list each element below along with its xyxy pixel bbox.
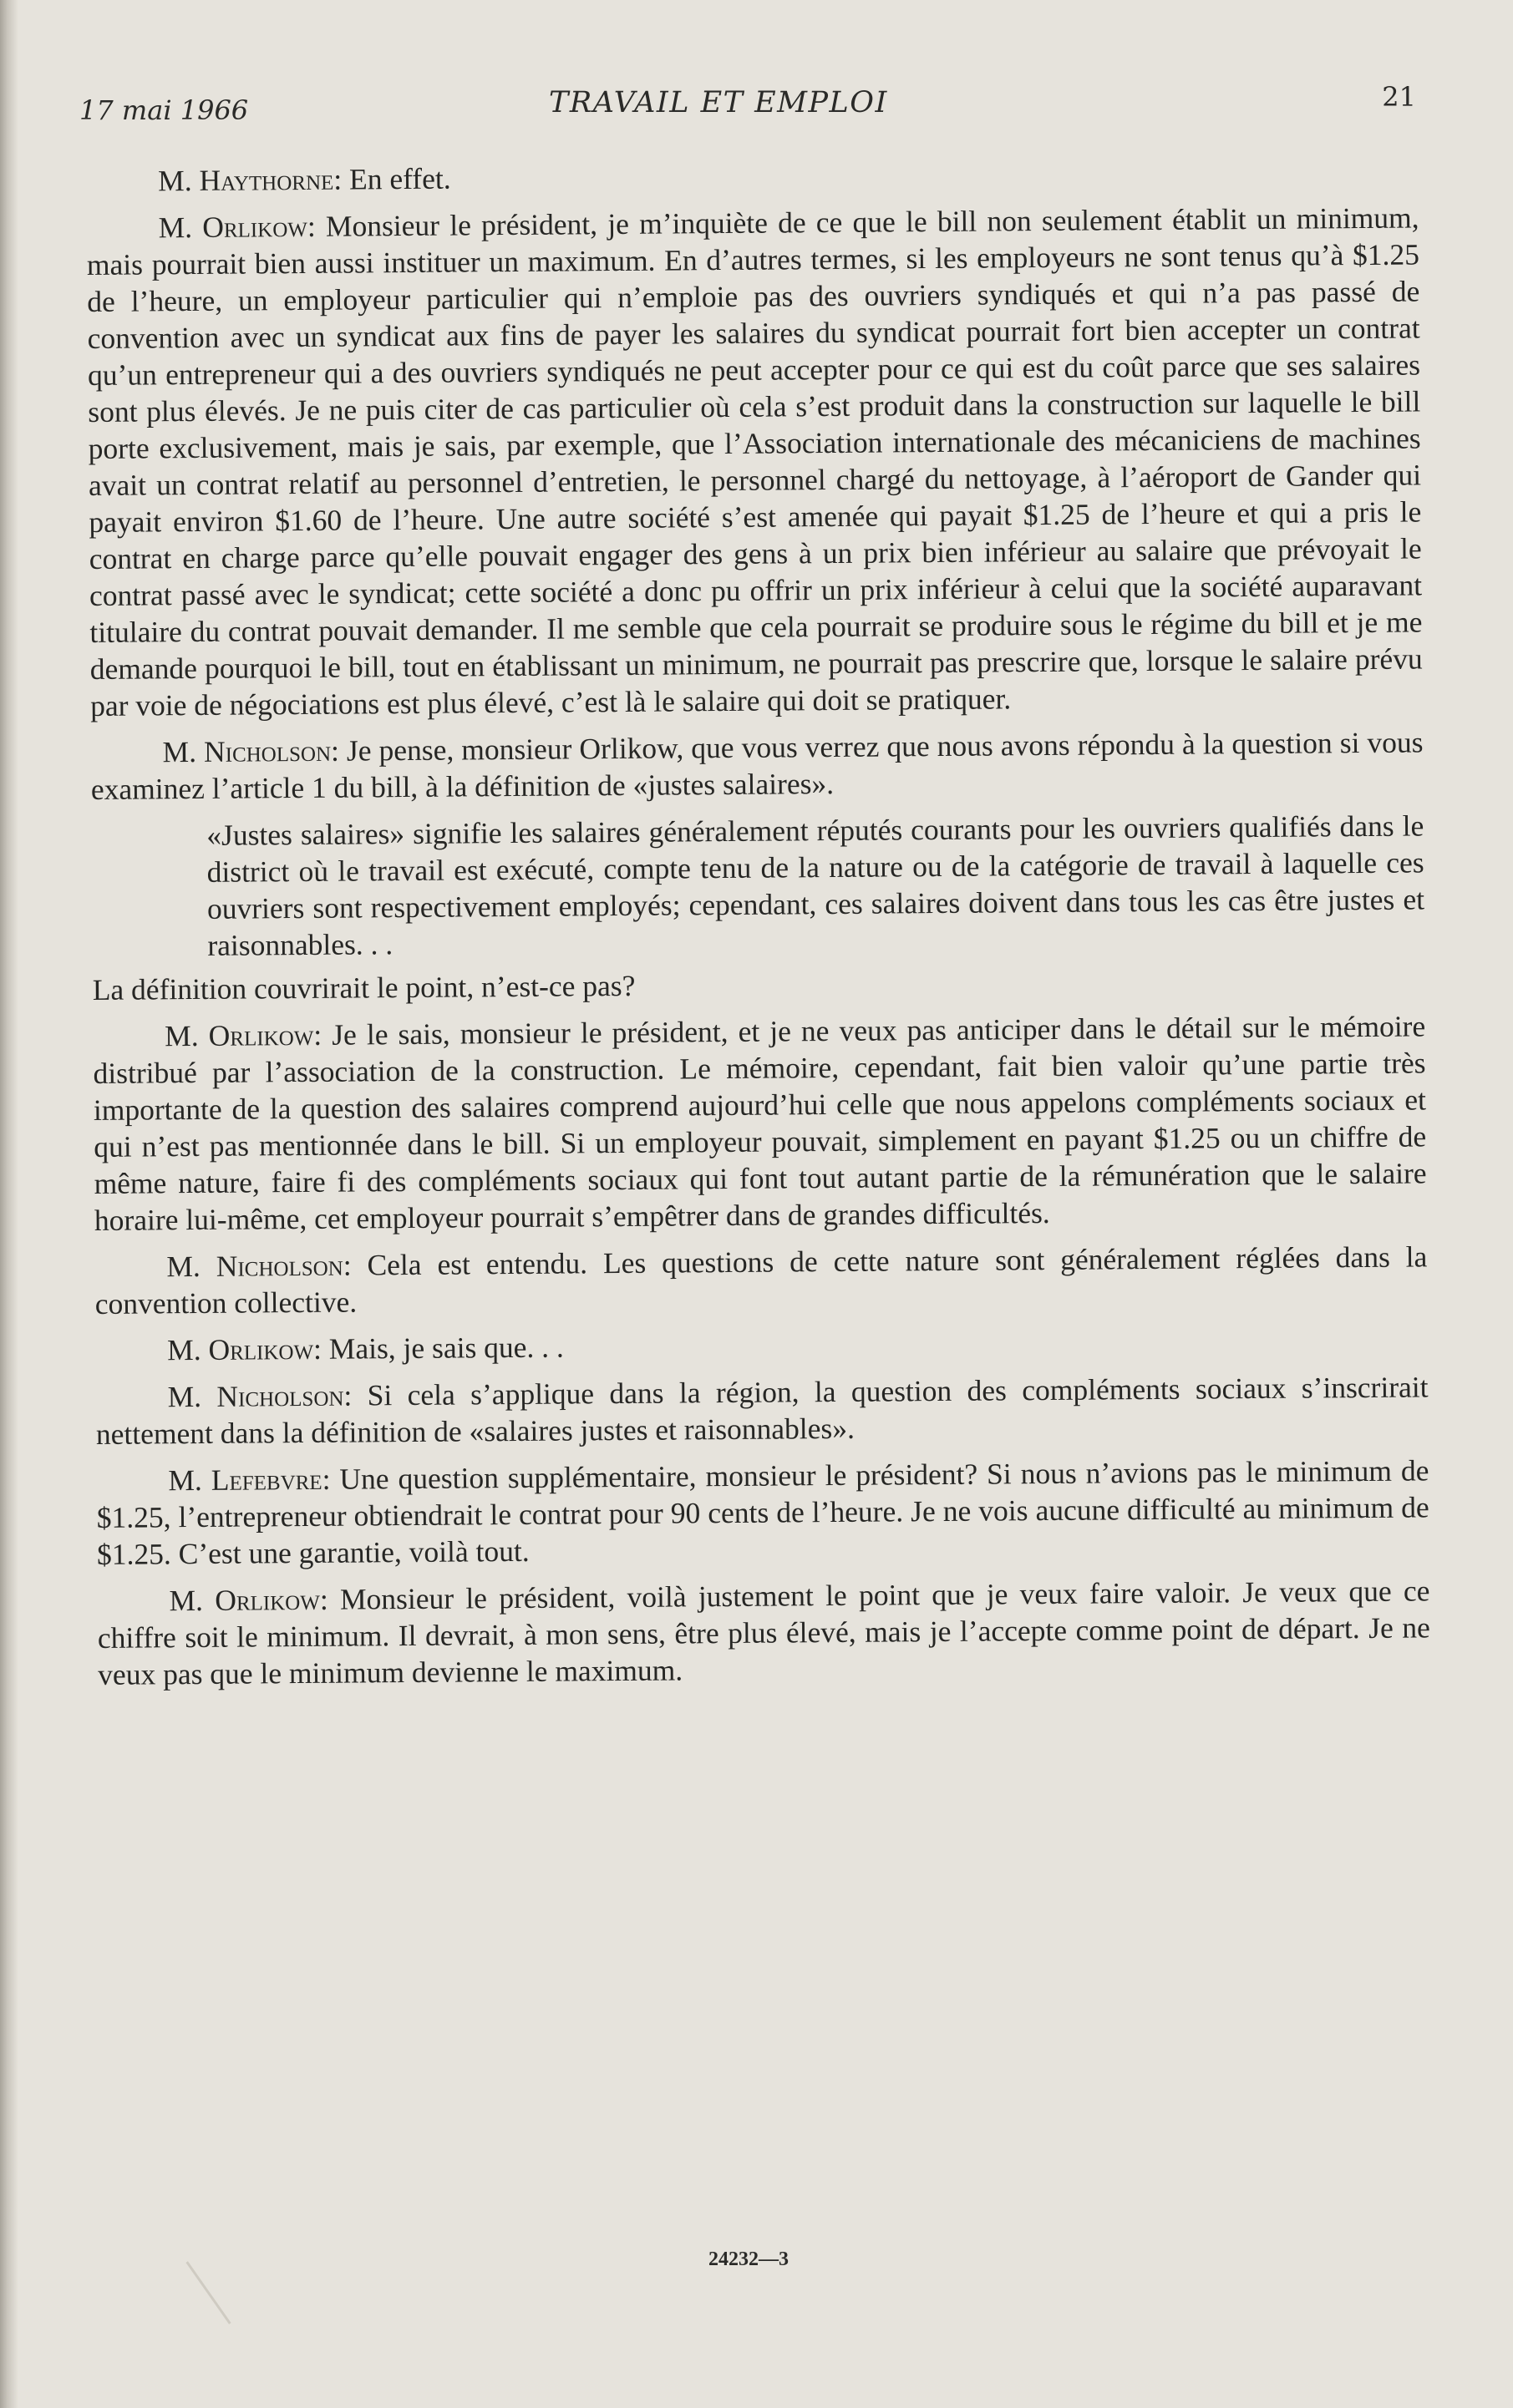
paragraph-nicholson-1 (90, 723, 1424, 808)
speaker-name: M. Lefebvre: (168, 1462, 331, 1498)
speaker-name: M. Orlikow: (167, 1331, 322, 1367)
paragraph-orlikow-1 (86, 199, 1423, 724)
speaker-name: M. Orlikow: (169, 1582, 328, 1618)
paragraph-nicholson-1-continued: La définition couvrirait le point, n’est-ce pas? (92, 968, 636, 1006)
paragraph-lefebvre-1 (96, 1452, 1429, 1573)
speaker-name: M. Nicholson: (162, 733, 340, 769)
speech-text: Si cela s’applique dans la région, la question des compléments sociaux s’inscrirait nettement dans la définition de «salaires justes et raisonnables». (95, 1370, 1429, 1451)
speaker-name: M. Orlikow: (158, 209, 316, 245)
running-header (79, 79, 1416, 129)
speaker-name: M. Nicholson: (167, 1378, 353, 1414)
header-title: TRAVAIL ET EMPLOI (549, 86, 888, 119)
speaker-name: M. Haythorne: (158, 162, 343, 198)
footer-folio: 24232—3 (708, 2248, 789, 2270)
speaker-name: M. Orlikow: (165, 1017, 322, 1053)
paragraph-haythorne-1 (86, 152, 1419, 200)
header-date: 17 mai 1966 (79, 94, 249, 126)
speech-text: Mais, je sais que. . . (321, 1330, 564, 1366)
speaker-name: M. Nicholson: (166, 1248, 352, 1284)
paragraph-orlikow-2 (93, 1007, 1427, 1239)
binding-edge (0, 0, 18, 2408)
scan-mark (185, 2261, 231, 2324)
speech-text: Monsieur le président, voilà justement le point que je veux faire valoir. Je veux que ce chiffre soit le minimum. Il devrait, à mon sens, être plus élevé, mais je l’accepte comme point de départ. Je ne veux pas que le minimum devienne le maximum. (97, 1574, 1430, 1691)
quoted-definition: «Justes salaires» signifie les salaires généralement réputés courants pour les ouvriers qualifiés dans le district où le travail est exécuté, compte tenu de la nature ou de la catégorie de travail à laquelle ces ouvriers sont respectivement employés; cependant, ces salaires doivent dans tous les cas être justes et raisonnables. . . (206, 809, 1425, 962)
speech-text: Cela est entendu. Les questions de cette nature sont généralement réglées dans la convention collective. (94, 1239, 1428, 1321)
paragraph-orlikow-4 (97, 1572, 1430, 1693)
speech-text: Je pense, monsieur Orlikow, que vous verrez que nous avons répondu à la question si vous examinez l’article 1 du bill, à la définition de «justes salaires». (90, 725, 1424, 806)
transcript-body (86, 152, 1430, 1702)
speech-text: Une question supplémentaire, monsieur le président? Si nous n’avions pas le minimum de $1.25, l’entrepreneur obtiendrait le contrat pour 90 cents de l’heure. Je ne vois aucune difficulté au minimum de $1.25. C’est une garantie, voilà tout. (96, 1453, 1429, 1571)
page-number: 21 (1382, 81, 1416, 113)
speech-text: Je le sais, monsieur le président, et je ne veux pas anticiper dans le détail sur le mémoire distribué par l’association de la construction. Le mémoire, cependant, fait bien valoir qu’une partie très importante de la question des salaires comprend aujourd’hui celle que nous appelons compléments sociaux et qui n’est pas mentionnée dans le bill. Si un employeur pouvait, simplement en payant $1.25 ou un chiffre de même nature, faire fi des compléments sociaux qui font tout autant partie de la rémunération que le salaire horaire lui-même, cet employeur pourrait s’empêtrer dans de grandes difficultés. (93, 1009, 1427, 1237)
speech-text: En effet. (342, 161, 451, 196)
paragraph-nicholson-2 (94, 1238, 1428, 1322)
paragraph-nicholson-3 (95, 1368, 1429, 1452)
speech-text: Monsieur le président, je m’inquiète de ce que le bill non seulement établit un minimum, mais pourrait bien aussi instituer un maximum. En d’autres termes, si les employeurs ne sont tenus qu’à $1.25 de l’heure, un employeur particulier qui n’emploie pas des ouvriers syndiqués et qui n’a pas passé de convention avec un syndicat aux fins de payer les salaires du syndicat pourrait fort bien accepter un contrat qu’un entrepreneur qui a des ouvriers syndiqués ne peut accepter pour ce qui est du coût parce que ses salaires sont plus élevés. Je ne puis citer de cas particulier où cela s’est produit dans la construction sur laquelle le bill porte exclusivement, mais je sais, par exemple, que l’Association internationale des mécaniciens de machines avait un contrat relatif au personnel d’entretien, le personnel chargé du nettoyage, à l’aéroport de Gander qui payait environ $1.60 de l’heure. Une autre société s’est amenée qui payait $1.25 de l’heure et qui a pris le contrat en charge parce qu’elle pouvait engager des gens à un prix bien inférieur au salaire que prévoyait le contrat passé avec le syndicat; cette société a donc pu offrir un prix inférieur à celui que la société auparavant titulaire du contrat pouvait demander. Il me semble que cela pourrait se produire sous le régime du bill et je me demande pourquoi le bill, tout en établissant un minimum, ne pourrait pas prescrire que, lorsque le salaire prévu par voie de négociations est plus élevé, c’est là le salaire qui doit se pratiquer. (86, 200, 1423, 722)
paragraph-orlikow-3 (95, 1321, 1428, 1369)
